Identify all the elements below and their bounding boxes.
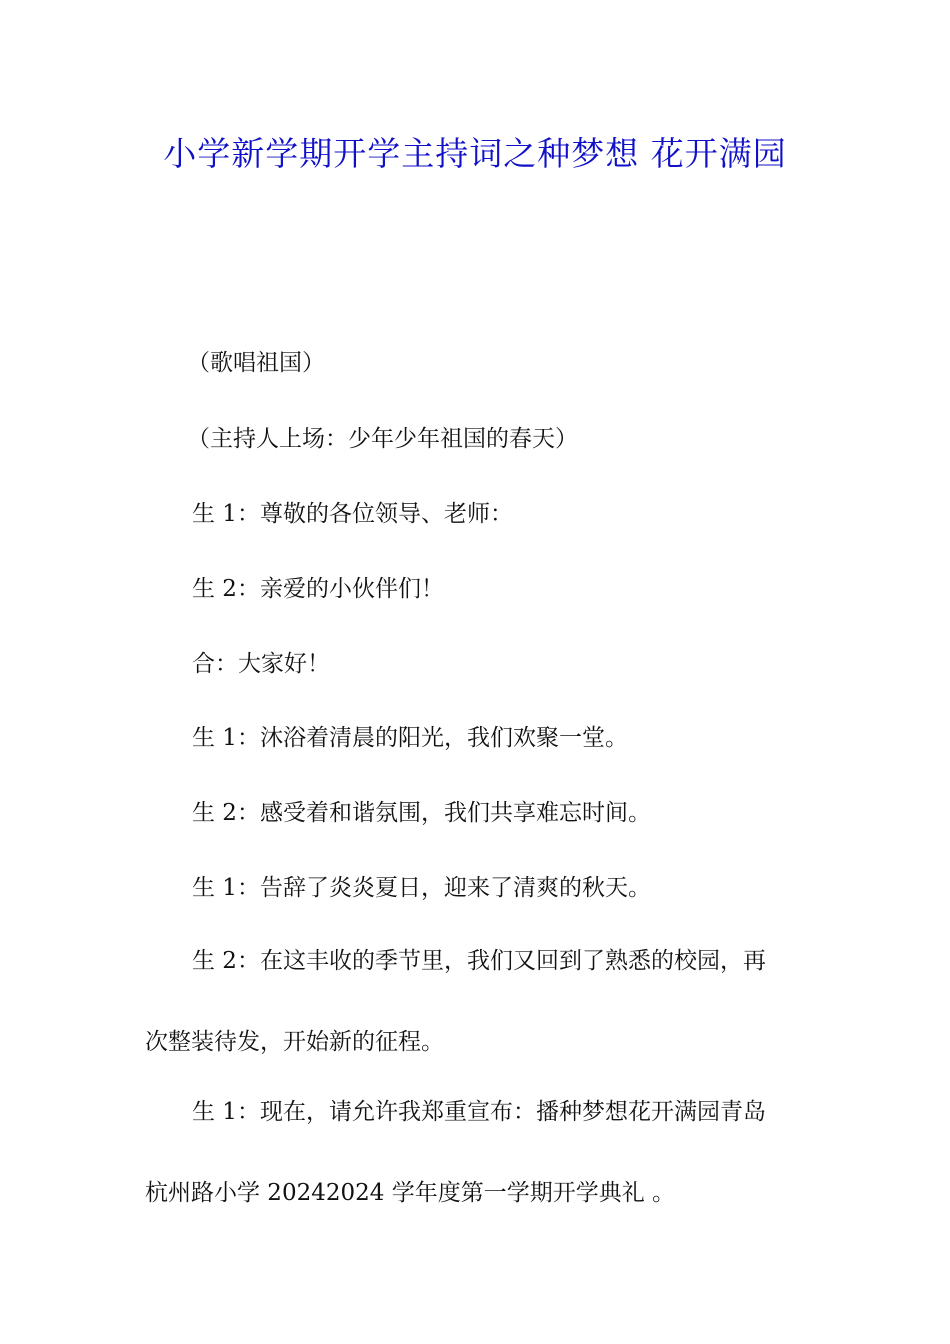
paragraph: 生 1：沐浴着清晨的阳光，我们欢聚一堂。 (192, 725, 628, 751)
paragraph-line: 生 2：在这丰收的季节里，我们又回到了熟悉的校园，再 (192, 948, 766, 974)
paragraph: 生 1：尊敬的各位领导、老师： (192, 501, 513, 527)
paragraph-line: 杭州路小学 20242024 学年度第一学期开学典礼 。 (145, 1180, 675, 1206)
paragraph: 生 1：告辞了炎炎夏日，迎来了清爽的秋天。 (192, 875, 651, 901)
paragraph: （歌唱祖国） (187, 350, 325, 376)
paragraph: 生 2：感受着和谐氛围，我们共享难忘时间。 (192, 800, 651, 826)
paragraph: （主持人上场：少年少年祖国的春天） (187, 426, 578, 452)
paragraph-line: 次整装待发，开始新的征程。 (145, 1029, 444, 1055)
document-title: 小学新学期开学主持词之种梦想 花开满园 (163, 134, 787, 173)
paragraph-line: 生 1：现在，请允许我郑重宣布：播种梦想花开满园青岛 (192, 1099, 766, 1125)
paragraph-multiline (145, 1093, 810, 1207)
paragraph-multiline (145, 942, 810, 1056)
paragraph: 生 2：亲爱的小伙伴们！ (192, 576, 444, 602)
paragraph: 合：大家好！ (192, 651, 330, 677)
